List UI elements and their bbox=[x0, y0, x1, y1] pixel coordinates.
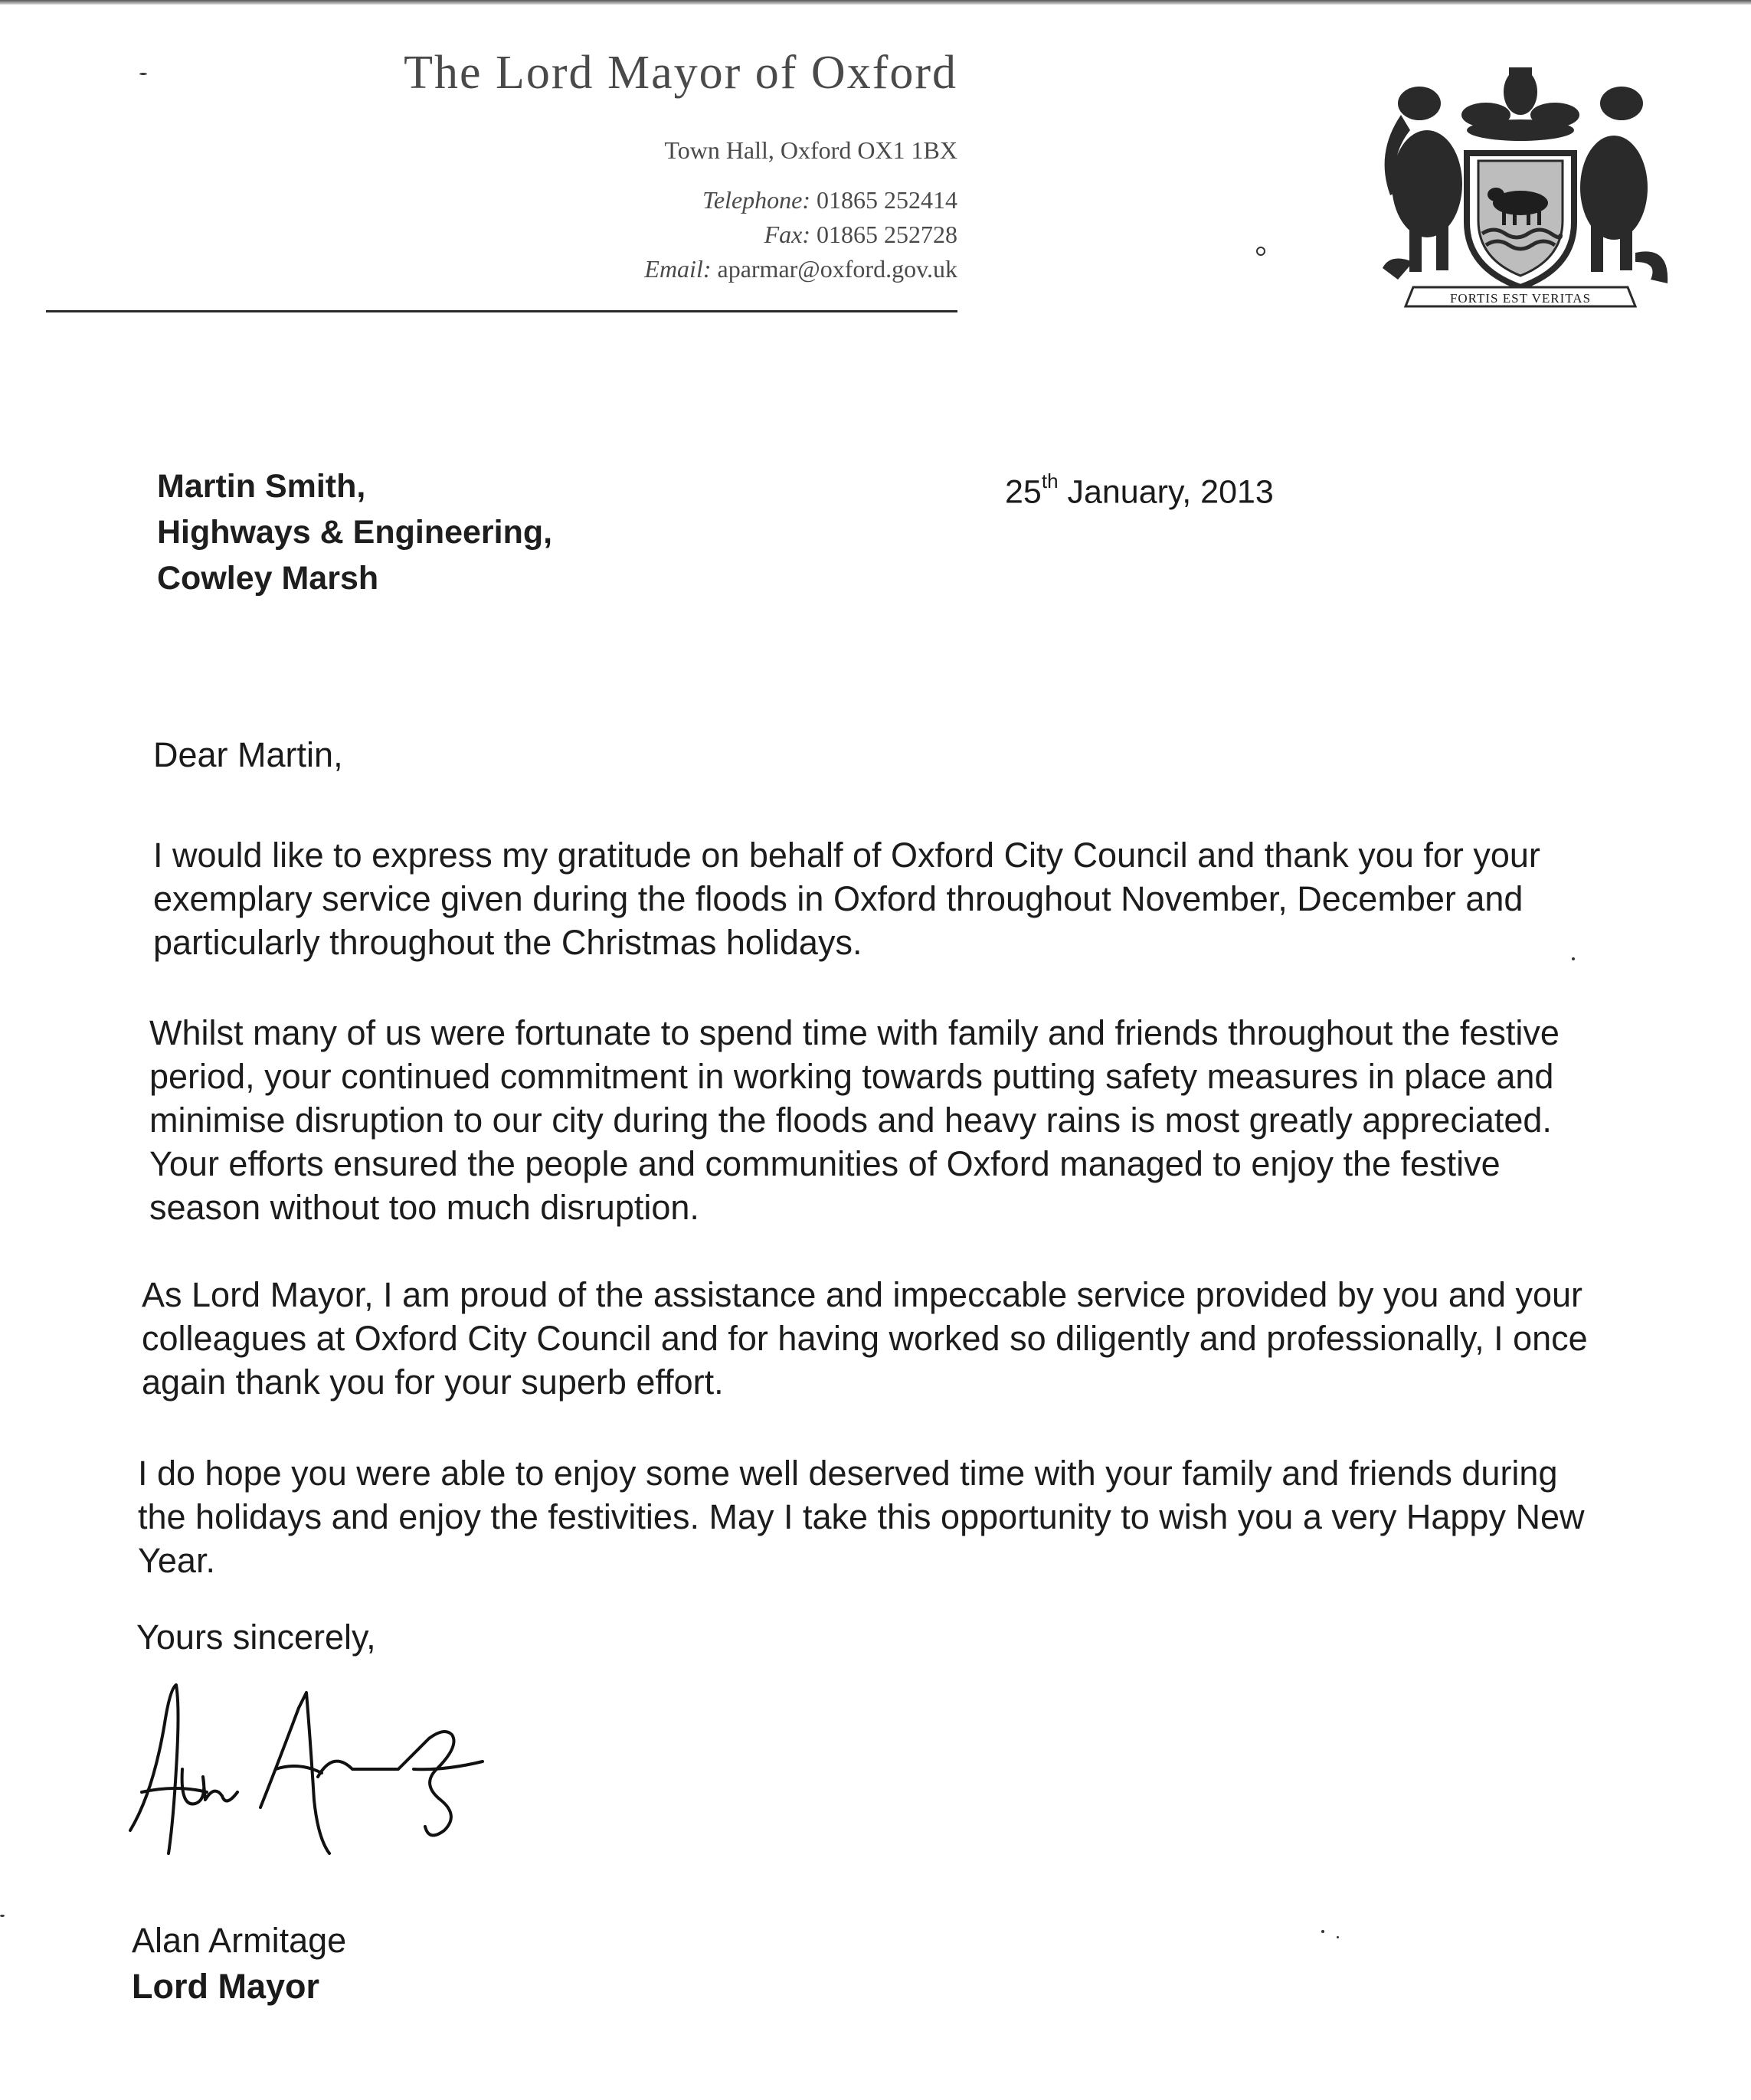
recipient-name: Martin Smith, bbox=[157, 468, 366, 505]
salutation: Dear Martin, bbox=[153, 735, 343, 774]
body-paragraph-2: Whilst many of us were fortunate to spend time with family and friends throughout the festive period, your continued commitment in working towards putting safety measures in place and minimise disruption to our city during the floods and heavy rains is most greatly appreciated. Your efforts ensured the people and communities of Oxford managed to enjoy the festive season without too much disruption. bbox=[149, 1013, 1560, 1227]
crest-motto: FORTIS EST VERITAS bbox=[1449, 291, 1592, 306]
closing: Yours sincerely, bbox=[136, 1618, 376, 1657]
date-rest: January, 2013 bbox=[1058, 473, 1274, 511]
recipient-address bbox=[157, 463, 552, 601]
letterhead-telephone bbox=[702, 186, 957, 214]
coat-of-arms-icon bbox=[1367, 61, 1674, 314]
date-suffix: th bbox=[1041, 469, 1059, 492]
letterhead-fax bbox=[764, 221, 957, 249]
scan-speck bbox=[1337, 1936, 1339, 1938]
email-address: aparmar@oxford.gov.uk bbox=[717, 255, 957, 283]
scan-speck bbox=[0, 1915, 5, 1917]
recipient-department: Highways & Engineering, bbox=[157, 514, 553, 551]
recipient-location: Cowley Marsh bbox=[157, 560, 379, 597]
signature-image bbox=[123, 1677, 567, 1861]
fax-label: Fax: bbox=[764, 221, 810, 248]
signer-title: Lord Mayor bbox=[132, 1967, 320, 2006]
signer-name: Alan Armitage bbox=[132, 1921, 347, 1960]
scan-speck bbox=[139, 73, 147, 75]
letter-date bbox=[1005, 469, 1274, 511]
scan-speck bbox=[1572, 957, 1575, 960]
scan-speck bbox=[1321, 1930, 1324, 1933]
letterhead-email bbox=[644, 255, 957, 283]
telephone-label: Telephone: bbox=[702, 186, 810, 214]
body-paragraph-1: I would like to express my gratitude on behalf of Oxford City Council and thank you for your exemplary service given during the floods in Oxford throughout November, December and particularly throughout the Christmas holidays. bbox=[153, 836, 1540, 962]
scan-edge bbox=[0, 0, 1751, 5]
scan-speck bbox=[1256, 247, 1265, 256]
body-paragraph-3: As Lord Mayor, I am proud of the assistance and impeccable service provided by you and your colleagues at Oxford City Council and for having worked so diligently and professionally, I once again thank you for your superb effort. bbox=[142, 1275, 1588, 1402]
letterhead bbox=[46, 46, 957, 318]
fax-number: 01865 252728 bbox=[817, 221, 957, 248]
date-day: 25 bbox=[1005, 473, 1042, 511]
telephone-number: 01865 252414 bbox=[817, 186, 957, 214]
letterhead-title: The Lord Mayor of Oxford bbox=[404, 47, 957, 99]
email-label: Email: bbox=[644, 255, 712, 283]
body-paragraph-4: I do hope you were able to enjoy some well deserved time with your family and friends during the holidays and enjoy the festivities. May I take this opportunity to wish you a very Happy New Year. bbox=[138, 1454, 1585, 1580]
letterhead-rule bbox=[46, 310, 957, 312]
letterhead-address: Town Hall, Oxford OX1 1BX bbox=[664, 136, 957, 164]
